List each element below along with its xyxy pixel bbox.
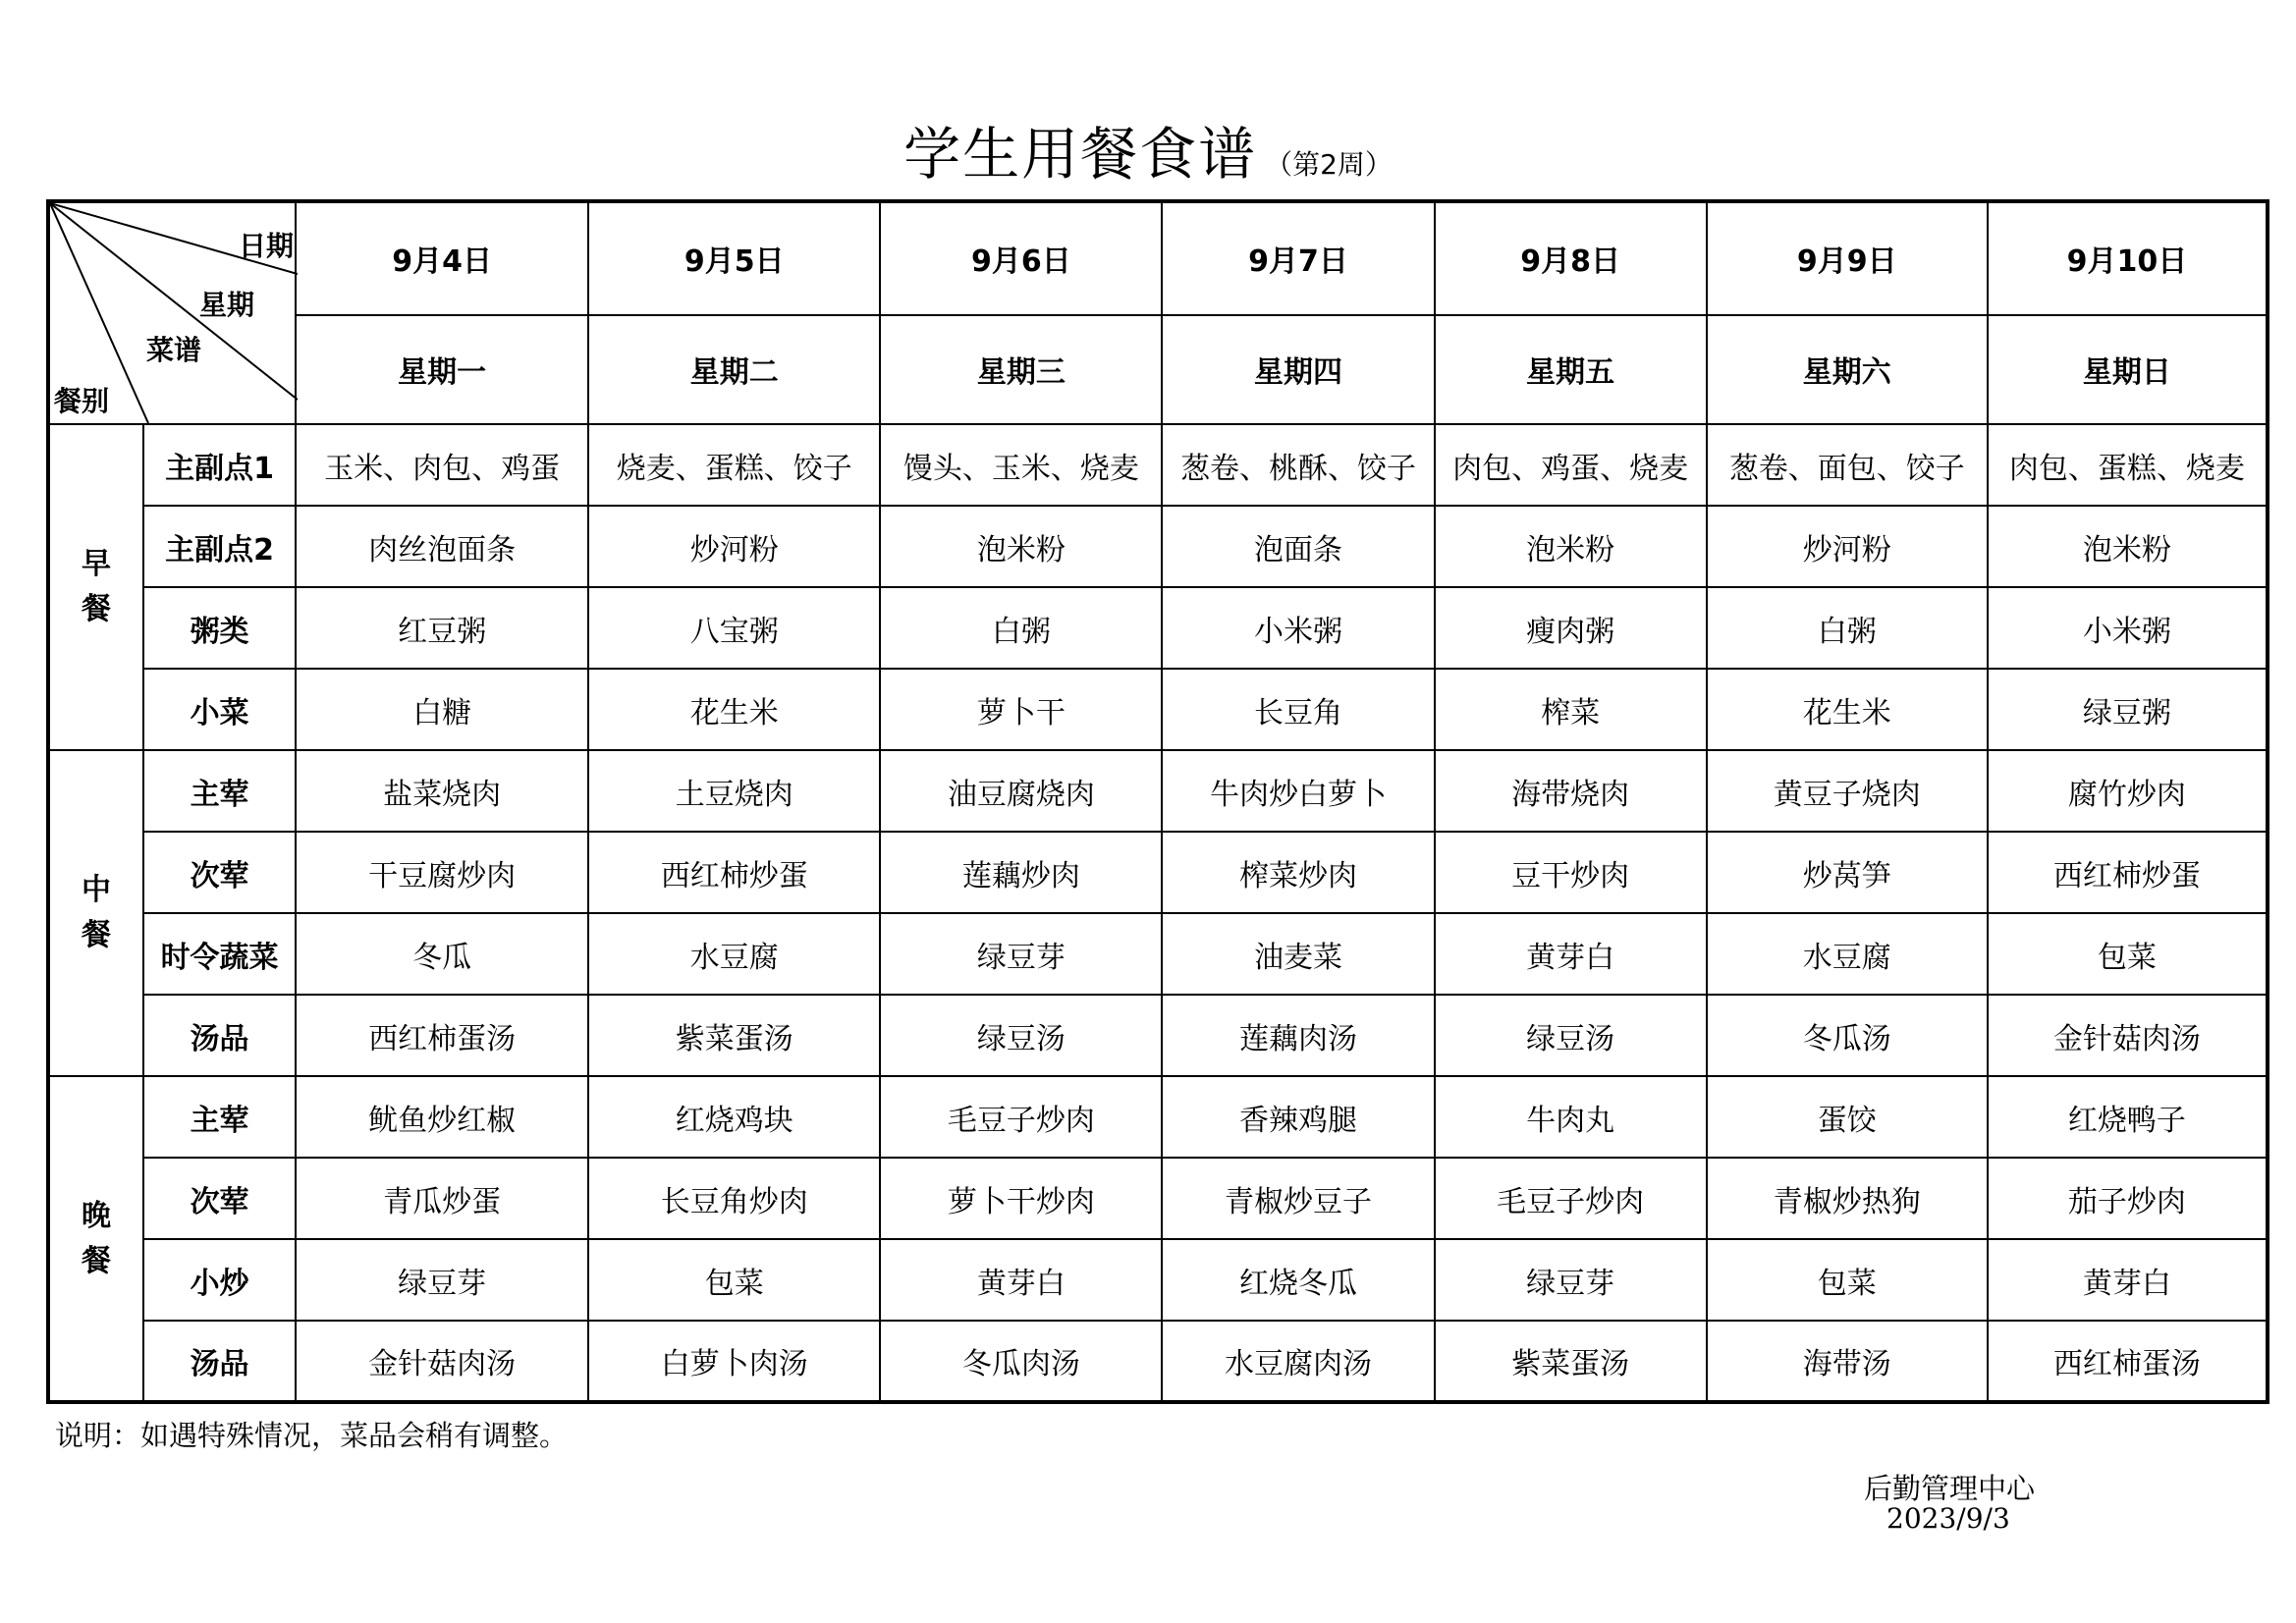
dish-cell: 盐菜烧肉: [296, 750, 588, 832]
dish-cell: 白糖: [296, 669, 588, 750]
dish-cell: 长豆角炒肉: [588, 1158, 880, 1239]
weekday-cell: 星期二: [588, 315, 880, 424]
category-label: 主荤: [143, 750, 296, 832]
dish-cell: 花生米: [1707, 669, 1988, 750]
dish-cell: 香辣鸡腿: [1162, 1076, 1434, 1158]
category-label: 主副点1: [143, 424, 296, 506]
menu-table: [46, 199, 2269, 1404]
dish-cell: 干豆腐炒肉: [296, 832, 588, 913]
meal-row: [48, 832, 2268, 913]
weekday-cell: 星期六: [1707, 315, 1988, 424]
dish-cell: 白粥: [880, 587, 1162, 669]
dish-cell: 腐竹炒肉: [1988, 750, 2268, 832]
dish-cell: 海带烧肉: [1435, 750, 1707, 832]
dish-cell: 油麦菜: [1162, 913, 1434, 995]
dish-cell: 鱿鱼炒红椒: [296, 1076, 588, 1158]
dish-cell: 肉包、蛋糕、烧麦: [1988, 424, 2268, 506]
category-label: 次荤: [143, 832, 296, 913]
dish-cell: 馒头、玉米、烧麦: [880, 424, 1162, 506]
meal-row: [48, 424, 2268, 506]
corner-label-meal: 餐别: [54, 385, 110, 417]
dish-cell: 葱卷、桃酥、饺子: [1162, 424, 1434, 506]
dish-cell: 毛豆子炒肉: [880, 1076, 1162, 1158]
weekday-cell: 星期日: [1988, 315, 2268, 424]
dish-cell: 绿豆汤: [1435, 995, 1707, 1076]
category-label: 粥类: [143, 587, 296, 669]
dish-cell: 牛肉丸: [1435, 1076, 1707, 1158]
dish-cell: 黄芽白: [1988, 1239, 2268, 1321]
category-label: 汤品: [143, 995, 296, 1076]
dish-cell: 西红柿蛋汤: [1988, 1321, 2268, 1402]
dish-cell: 包菜: [1988, 913, 2268, 995]
dish-cell: 包菜: [1707, 1239, 1988, 1321]
dish-cell: 肉包、鸡蛋、烧麦: [1435, 424, 1707, 506]
dish-cell: 绿豆芽: [296, 1239, 588, 1321]
corner-label-weekday: 星期: [199, 289, 255, 321]
dish-cell: 蛋饺: [1707, 1076, 1988, 1158]
dish-cell: 榨菜炒肉: [1162, 832, 1434, 913]
dish-cell: 水豆腐: [1707, 913, 1988, 995]
meal-row: [48, 995, 2268, 1076]
dish-cell: 西红柿蛋汤: [296, 995, 588, 1076]
dish-cell: 萝卜干炒肉: [880, 1158, 1162, 1239]
dish-cell: 豆干炒肉: [1435, 832, 1707, 913]
date-row: [48, 201, 2268, 315]
page-subtitle: （第2周）: [1265, 148, 1393, 181]
meal-row: [48, 750, 2268, 832]
dish-cell: 青椒炒热狗: [1707, 1158, 1988, 1239]
weekday-cell: 星期三: [880, 315, 1162, 424]
dish-cell: 海带汤: [1707, 1321, 1988, 1402]
dish-cell: 绿豆芽: [880, 913, 1162, 995]
dish-cell: 萝卜干: [880, 669, 1162, 750]
dish-cell: 小米粥: [1162, 587, 1434, 669]
dish-cell: 冬瓜汤: [1707, 995, 1988, 1076]
dish-cell: 包菜: [588, 1239, 880, 1321]
weekday-row: [48, 315, 2268, 424]
dish-cell: 茄子炒肉: [1988, 1158, 2268, 1239]
title-block: [0, 108, 2296, 190]
dish-cell: 绿豆粥: [1988, 669, 2268, 750]
meal-name-cell: [48, 1076, 143, 1402]
category-label: 小炒: [143, 1239, 296, 1321]
dish-cell: 冬瓜: [296, 913, 588, 995]
meal-name-cell: [48, 424, 143, 750]
dish-cell: 紫菜蛋汤: [1435, 1321, 1707, 1402]
dish-cell: 八宝粥: [588, 587, 880, 669]
weekday-cell: 星期一: [296, 315, 588, 424]
dish-cell: 烧麦、蛋糕、饺子: [588, 424, 880, 506]
signature: 后勤管理中心: [1864, 1472, 2036, 1505]
date-cell: 9月5日: [588, 201, 880, 315]
meal-row: [48, 1076, 2268, 1158]
dish-cell: 冬瓜肉汤: [880, 1321, 1162, 1402]
meal-name: 晚餐: [82, 1198, 112, 1278]
date-cell: 9月4日: [296, 201, 588, 315]
dish-cell: 泡米粉: [880, 506, 1162, 587]
meal-row: [48, 506, 2268, 587]
dish-cell: 水豆腐肉汤: [1162, 1321, 1434, 1402]
dish-cell: 水豆腐: [588, 913, 880, 995]
dish-cell: 牛肉炒白萝卜: [1162, 750, 1434, 832]
dish-cell: 油豆腐烧肉: [880, 750, 1162, 832]
meal-name: 早餐: [82, 547, 112, 626]
dish-cell: 泡米粉: [1988, 506, 2268, 587]
dish-cell: 莲藕肉汤: [1162, 995, 1434, 1076]
dish-cell: 黄芽白: [1435, 913, 1707, 995]
date-cell: 9月6日: [880, 201, 1162, 315]
category-label: 次荤: [143, 1158, 296, 1239]
dish-cell: 西红柿炒蛋: [1988, 832, 2268, 913]
dish-cell: 白粥: [1707, 587, 1988, 669]
signature-date: 2023/9/3: [1886, 1502, 2010, 1535]
dish-cell: 白萝卜肉汤: [588, 1321, 880, 1402]
page-title: 学生用餐食谱: [903, 121, 1258, 188]
dish-cell: 紫菜蛋汤: [588, 995, 880, 1076]
footnote: 说明：如遇特殊情况，菜品会稍有调整。: [55, 1419, 569, 1452]
category-label: 汤品: [143, 1321, 296, 1402]
dish-cell: 长豆角: [1162, 669, 1434, 750]
dish-cell: 泡米粉: [1435, 506, 1707, 587]
dish-cell: 红烧鸡块: [588, 1076, 880, 1158]
dish-cell: 榨菜: [1435, 669, 1707, 750]
meal-row: [48, 1158, 2268, 1239]
dish-cell: 肉丝泡面条: [296, 506, 588, 587]
dish-cell: 炒莴笋: [1707, 832, 1988, 913]
category-label: 小菜: [143, 669, 296, 750]
dish-cell: 红烧鸭子: [1988, 1076, 2268, 1158]
corner-header: [48, 201, 296, 424]
dish-cell: 瘦肉粥: [1435, 587, 1707, 669]
dish-cell: 炒河粉: [588, 506, 880, 587]
dish-cell: 葱卷、面包、饺子: [1707, 424, 1988, 506]
dish-cell: 金针菇肉汤: [1988, 995, 2268, 1076]
category-label: 时令蔬菜: [143, 913, 296, 995]
category-label: 主副点2: [143, 506, 296, 587]
dish-cell: 毛豆子炒肉: [1435, 1158, 1707, 1239]
dish-cell: 青瓜炒蛋: [296, 1158, 588, 1239]
dish-cell: 绿豆汤: [880, 995, 1162, 1076]
date-cell: 9月7日: [1162, 201, 1434, 315]
meal-row: [48, 1321, 2268, 1402]
dish-cell: 玉米、肉包、鸡蛋: [296, 424, 588, 506]
date-cell: 9月8日: [1435, 201, 1707, 315]
dish-cell: 黄芽白: [880, 1239, 1162, 1321]
dish-cell: 红豆粥: [296, 587, 588, 669]
dish-cell: 莲藕炒肉: [880, 832, 1162, 913]
meal-row: [48, 587, 2268, 669]
dish-cell: 泡面条: [1162, 506, 1434, 587]
category-label: 主荤: [143, 1076, 296, 1158]
dish-cell: 绿豆芽: [1435, 1239, 1707, 1321]
meal-name: 中餐: [82, 873, 112, 952]
dish-cell: 花生米: [588, 669, 880, 750]
dish-cell: 金针菇肉汤: [296, 1321, 588, 1402]
date-cell: 9月9日: [1707, 201, 1988, 315]
meal-row: [48, 913, 2268, 995]
weekday-cell: 星期四: [1162, 315, 1434, 424]
corner-label-date: 日期: [239, 230, 295, 262]
dish-cell: 小米粥: [1988, 587, 2268, 669]
dish-cell: 红烧冬瓜: [1162, 1239, 1434, 1321]
dish-cell: 青椒炒豆子: [1162, 1158, 1434, 1239]
date-cell: 9月10日: [1988, 201, 2268, 315]
dish-cell: 西红柿炒蛋: [588, 832, 880, 913]
meal-row: [48, 669, 2268, 750]
meal-row: [48, 1239, 2268, 1321]
dish-cell: 炒河粉: [1707, 506, 1988, 587]
weekday-cell: 星期五: [1435, 315, 1707, 424]
meal-name-cell: [48, 750, 143, 1076]
corner-label-menu: 菜谱: [146, 334, 202, 366]
dish-cell: 黄豆子烧肉: [1707, 750, 1988, 832]
dish-cell: 土豆烧肉: [588, 750, 880, 832]
